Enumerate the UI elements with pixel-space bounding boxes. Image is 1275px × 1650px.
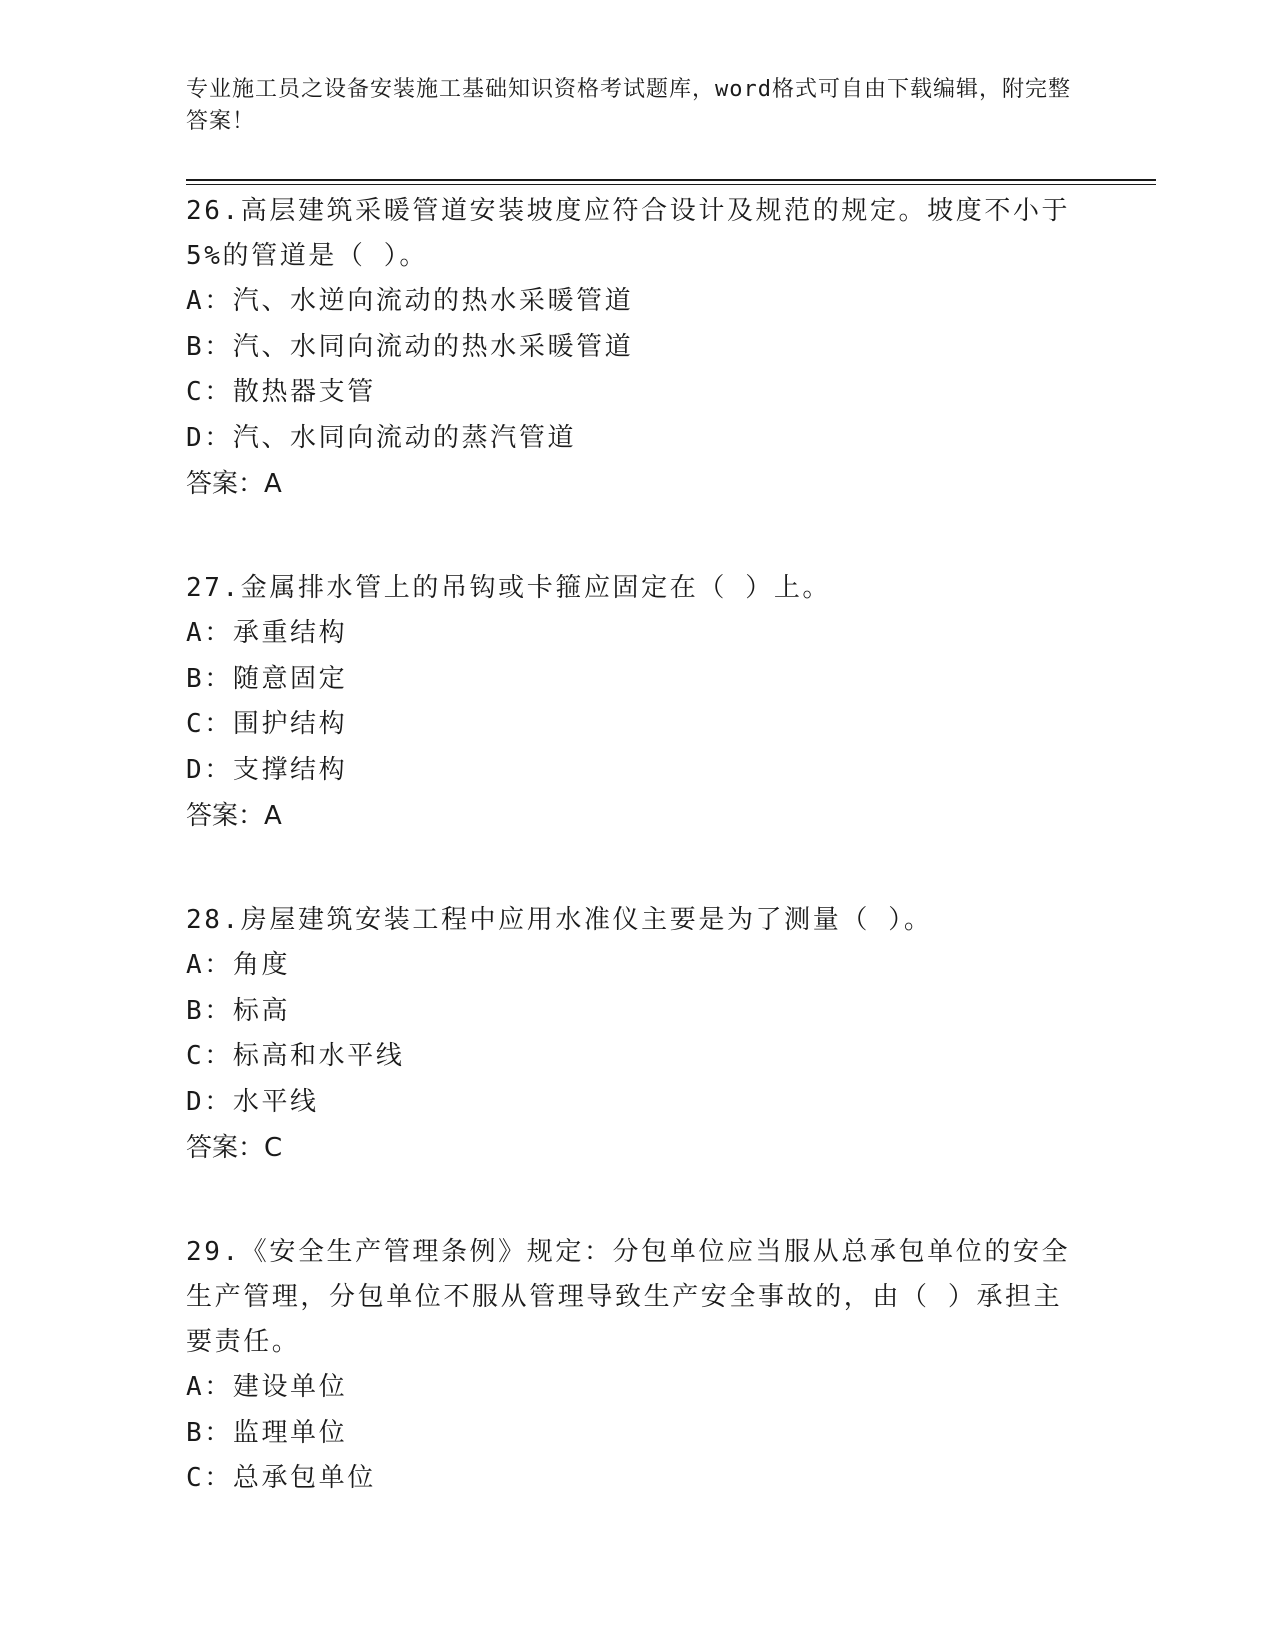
option-d: D：汽、水同向流动的蒸汽管道 <box>186 422 577 453</box>
option-a: A：承重结构 <box>186 618 348 648</box>
answer-line: 答案：A <box>186 801 282 831</box>
option-c: C：标高和水平线 <box>186 1041 405 1071</box>
question-text: 26.高层建筑采暖管道安装坡度应符合设计及规范的规定。坡度不小于5%的管道是（ ）。 <box>186 196 1071 271</box>
header-divider-thick <box>186 179 1156 181</box>
option-a: A：汽、水逆向流动的热水采暖管道 <box>186 286 634 316</box>
option-c: C：总承包单位 <box>186 1463 376 1493</box>
option-b: B：汽、水同向流动的热水采暖管道 <box>186 331 634 362</box>
option-b: B：监理单位 <box>186 1417 348 1448</box>
question-list <box>186 189 1086 1561</box>
header-divider-thin <box>186 184 1156 185</box>
option-c: C：围护结构 <box>186 709 348 739</box>
answer-line: 答案：A <box>186 469 282 499</box>
option-d: D：支撑结构 <box>186 754 348 785</box>
option-a: A：建设单位 <box>186 1372 348 1402</box>
question-29 <box>186 1230 1086 1502</box>
option-b: B：标高 <box>186 995 291 1026</box>
answer-line: 答案：C <box>186 1133 283 1163</box>
question-text: 29.《安全生产管理条例》规定：分包单位应当服从总承包单位的安全生产管理，分包单位不服从管理导致生产安全事故的，由（ ）承担主要责任。 <box>186 1237 1071 1357</box>
document-header: 专业施工员之设备安装施工基础知识资格考试题库，word格式可自由下载编辑，附完整答案！ <box>186 77 1071 134</box>
option-a: A：角度 <box>186 950 291 980</box>
question-28 <box>186 898 1086 1171</box>
option-d: D：水平线 <box>186 1086 319 1117</box>
option-b: B：随意固定 <box>186 663 348 694</box>
option-c: C：散热器支管 <box>186 377 376 407</box>
question-27 <box>186 566 1086 839</box>
question-text: 27.金属排水管上的吊钩或卡箍应固定在（ ）上。 <box>186 573 832 603</box>
question-text: 28.房屋建筑安装工程中应用水准仪主要是为了测量（ ）。 <box>186 905 933 935</box>
question-26 <box>186 189 1086 507</box>
